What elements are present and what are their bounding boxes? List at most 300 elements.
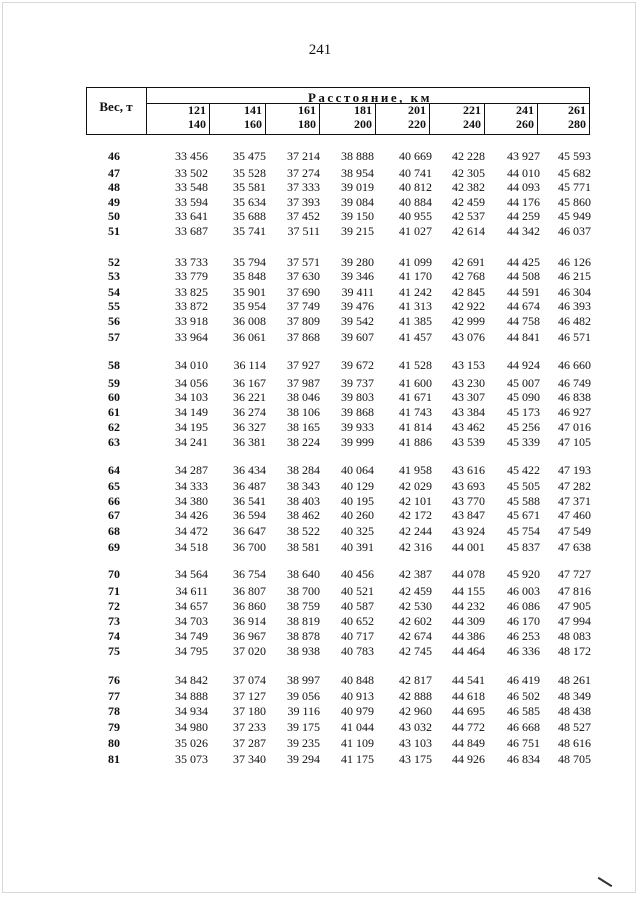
value-cell: 37 452 (287, 209, 320, 224)
weight-cell: 56 (108, 314, 120, 328)
value-cell: 40 669 (399, 149, 432, 164)
table-row (0, 720, 640, 734)
value-cell: 47 282 (558, 479, 591, 494)
value-cell: 37 074 (233, 673, 266, 688)
value-cell: 43 693 (452, 479, 485, 494)
value-cell: 41 958 (399, 463, 432, 478)
table-row (0, 704, 640, 718)
table-row (0, 376, 640, 390)
value-cell: 41 814 (399, 420, 432, 435)
value-cell: 41 457 (399, 330, 432, 345)
value-cell: 38 046 (287, 390, 320, 405)
weight-cell: 73 (108, 614, 120, 628)
table-row (0, 285, 640, 299)
range-to: 180 (298, 117, 316, 131)
value-cell: 46 668 (507, 720, 540, 735)
value-cell: 48 172 (558, 644, 591, 659)
table-row (0, 255, 640, 269)
value-cell: 48 349 (558, 689, 591, 704)
value-cell: 39 215 (341, 224, 374, 239)
value-cell: 46 393 (558, 299, 591, 314)
value-cell: 38 954 (341, 166, 374, 181)
value-cell: 36 381 (233, 435, 266, 450)
value-cell: 45 837 (507, 540, 540, 555)
value-cell: 46 253 (507, 629, 540, 644)
value-cell: 34 287 (175, 463, 208, 477)
value-cell: 46 086 (507, 599, 540, 614)
value-cell: 38 888 (341, 149, 374, 164)
value-cell: 43 032 (399, 720, 432, 735)
value-cell: 45 339 (507, 435, 540, 450)
value-cell: 47 460 (558, 508, 591, 523)
weight-column-header: Вес, т (99, 99, 133, 114)
value-cell: 46 838 (558, 390, 591, 405)
value-cell: 40 521 (341, 584, 374, 599)
value-cell: 42 888 (399, 689, 432, 704)
table-row (0, 405, 640, 419)
value-cell: 41 170 (399, 269, 432, 284)
table-row (0, 673, 640, 687)
table-row (0, 299, 640, 313)
value-cell: 39 607 (341, 330, 374, 345)
value-cell: 37 868 (287, 330, 320, 345)
value-cell: 46 571 (558, 330, 591, 345)
value-cell: 34 795 (175, 644, 208, 658)
table-row (0, 689, 640, 703)
value-cell: 48 438 (558, 704, 591, 719)
value-cell: 36 860 (233, 599, 266, 614)
range-to: 140 (188, 117, 206, 131)
weight-cell: 80 (108, 736, 120, 750)
value-cell: 42 101 (399, 494, 432, 509)
value-cell: 34 934 (175, 704, 208, 718)
value-cell: 39 150 (341, 209, 374, 224)
value-cell: 42 817 (399, 673, 432, 688)
value-cell: 34 426 (175, 508, 208, 522)
value-cell: 43 175 (399, 752, 432, 767)
value-cell: 42 172 (399, 508, 432, 523)
value-cell: 45 505 (507, 479, 540, 494)
value-cell: 45 771 (558, 180, 591, 195)
value-cell: 44 155 (452, 584, 485, 599)
range-from: 201 (408, 103, 426, 117)
weight-cell: 70 (108, 567, 120, 581)
weight-cell: 71 (108, 584, 120, 598)
table-row (0, 435, 640, 449)
value-cell: 34 472 (175, 524, 208, 538)
value-cell: 42 029 (399, 479, 432, 494)
value-cell: 40 456 (341, 567, 374, 582)
value-cell: 47 727 (558, 567, 591, 582)
value-cell: 41 242 (399, 285, 432, 300)
range-from: 261 (568, 103, 586, 117)
table-row (0, 629, 640, 643)
value-cell: 46 927 (558, 405, 591, 420)
value-cell: 37 214 (287, 149, 320, 164)
value-cell: 42 305 (452, 166, 485, 181)
value-cell: 34 241 (175, 435, 208, 449)
value-cell: 37 180 (233, 704, 266, 719)
weight-cell: 54 (108, 285, 120, 299)
value-cell: 34 657 (175, 599, 208, 613)
value-cell: 43 927 (507, 149, 540, 164)
weight-cell: 62 (108, 420, 120, 434)
range-to: 280 (568, 117, 586, 131)
value-cell: 40 587 (341, 599, 374, 614)
value-cell: 34 518 (175, 540, 208, 554)
table-row (0, 224, 640, 238)
value-cell: 33 733 (175, 255, 208, 269)
weight-cell: 66 (108, 494, 120, 508)
value-cell: 34 195 (175, 420, 208, 434)
range-to: 160 (244, 117, 262, 131)
value-cell: 47 905 (558, 599, 591, 614)
value-cell: 37 020 (233, 644, 266, 659)
table-row (0, 166, 640, 180)
distance-header: Расстояние, км (307, 90, 433, 105)
value-cell: 45 671 (507, 508, 540, 523)
value-cell: 44 464 (452, 644, 485, 659)
value-cell: 38 759 (287, 599, 320, 614)
value-cell: 42 960 (399, 704, 432, 719)
table-row (0, 508, 640, 522)
value-cell: 46 215 (558, 269, 591, 284)
value-cell: 44 618 (452, 689, 485, 704)
value-cell: 43 103 (399, 736, 432, 751)
value-cell: 44 695 (452, 704, 485, 719)
value-cell: 37 690 (287, 285, 320, 300)
value-cell: 42 768 (452, 269, 485, 284)
value-cell: 41 743 (399, 405, 432, 420)
value-cell: 33 872 (175, 299, 208, 313)
table-row (0, 752, 640, 766)
value-cell: 40 913 (341, 689, 374, 704)
value-cell: 37 233 (233, 720, 266, 735)
value-cell: 35 026 (175, 736, 208, 750)
table-row (0, 463, 640, 477)
weight-cell: 69 (108, 540, 120, 554)
value-cell: 42 999 (452, 314, 485, 329)
value-cell: 34 564 (175, 567, 208, 581)
value-cell: 38 938 (287, 644, 320, 659)
value-cell: 43 924 (452, 524, 485, 539)
value-cell: 42 387 (399, 567, 432, 582)
weight-cell: 57 (108, 330, 120, 344)
value-cell: 37 127 (233, 689, 266, 704)
value-cell: 38 403 (287, 494, 320, 509)
weight-cell: 59 (108, 376, 120, 390)
value-cell: 46 126 (558, 255, 591, 270)
value-cell: 36 967 (233, 629, 266, 644)
value-cell: 42 602 (399, 614, 432, 629)
value-cell: 33 779 (175, 269, 208, 283)
value-cell: 34 611 (175, 584, 208, 598)
value-cell: 40 741 (399, 166, 432, 181)
value-cell: 48 705 (558, 752, 591, 767)
value-cell: 47 816 (558, 584, 591, 599)
value-cell: 33 687 (175, 224, 208, 238)
value-cell: 46 660 (558, 358, 591, 373)
value-cell: 44 508 (507, 269, 540, 284)
value-cell: 36 594 (233, 508, 266, 523)
value-cell: 38 224 (287, 435, 320, 450)
value-cell: 48 261 (558, 673, 591, 688)
value-cell: 39 933 (341, 420, 374, 435)
weight-cell: 75 (108, 644, 120, 658)
value-cell: 33 548 (175, 180, 208, 194)
range-from: 221 (463, 103, 481, 117)
value-cell: 44 259 (507, 209, 540, 224)
value-cell: 48 616 (558, 736, 591, 751)
value-cell: 36 647 (233, 524, 266, 539)
value-cell: 35 528 (233, 166, 266, 181)
table-row (0, 567, 640, 581)
table-row (0, 180, 640, 194)
value-cell: 36 807 (233, 584, 266, 599)
value-cell: 44 772 (452, 720, 485, 735)
value-cell: 37 927 (287, 358, 320, 373)
table-row (0, 644, 640, 658)
value-cell: 44 674 (507, 299, 540, 314)
range-from: 121 (188, 103, 206, 117)
value-cell: 44 425 (507, 255, 540, 270)
table-row (0, 330, 640, 344)
value-cell: 39 280 (341, 255, 374, 270)
value-cell: 39 542 (341, 314, 374, 329)
table-row (0, 269, 640, 283)
value-cell: 46 419 (507, 673, 540, 688)
value-cell: 34 103 (175, 390, 208, 404)
value-cell: 39 476 (341, 299, 374, 314)
value-cell: 35 741 (233, 224, 266, 239)
value-cell: 44 078 (452, 567, 485, 582)
weight-cell: 68 (108, 524, 120, 538)
value-cell: 39 084 (341, 195, 374, 210)
value-cell: 41 027 (399, 224, 432, 239)
value-cell: 45 173 (507, 405, 540, 420)
value-cell: 44 309 (452, 614, 485, 629)
value-cell: 37 393 (287, 195, 320, 210)
table-row (0, 584, 640, 598)
value-cell: 41 313 (399, 299, 432, 314)
value-cell: 38 581 (287, 540, 320, 555)
value-cell: 44 541 (452, 673, 485, 688)
value-cell: 41 385 (399, 314, 432, 329)
value-cell: 43 462 (452, 420, 485, 435)
weight-cell: 63 (108, 435, 120, 449)
value-cell: 35 794 (233, 255, 266, 270)
table-row (0, 494, 640, 508)
value-cell: 45 256 (507, 420, 540, 435)
value-cell: 43 076 (452, 330, 485, 345)
value-cell: 36 541 (233, 494, 266, 509)
value-cell: 44 758 (507, 314, 540, 329)
value-cell: 41 671 (399, 390, 432, 405)
value-cell: 36 754 (233, 567, 266, 582)
value-cell: 46 170 (507, 614, 540, 629)
value-cell: 42 674 (399, 629, 432, 644)
value-cell: 38 522 (287, 524, 320, 539)
value-cell: 38 997 (287, 673, 320, 688)
value-cell: 37 571 (287, 255, 320, 270)
range-from: 161 (298, 103, 316, 117)
value-cell: 37 630 (287, 269, 320, 284)
value-cell: 46 003 (507, 584, 540, 599)
value-cell: 39 235 (287, 736, 320, 751)
value-cell: 41 044 (341, 720, 374, 735)
value-cell: 39 999 (341, 435, 374, 450)
value-cell: 39 411 (341, 285, 374, 300)
value-cell: 46 751 (507, 736, 540, 751)
value-cell: 45 090 (507, 390, 540, 405)
value-cell: 35 073 (175, 752, 208, 766)
value-cell: 36 167 (233, 376, 266, 391)
value-cell: 33 918 (175, 314, 208, 328)
value-cell: 34 010 (175, 358, 208, 372)
value-cell: 43 230 (452, 376, 485, 391)
value-cell: 39 056 (287, 689, 320, 704)
value-cell: 42 530 (399, 599, 432, 614)
value-cell: 45 007 (507, 376, 540, 391)
value-cell: 35 634 (233, 195, 266, 210)
weight-cell: 49 (108, 195, 120, 209)
value-cell: 35 581 (233, 180, 266, 195)
value-cell: 34 980 (175, 720, 208, 734)
value-cell: 38 343 (287, 479, 320, 494)
value-cell: 37 274 (287, 166, 320, 181)
value-cell: 42 845 (452, 285, 485, 300)
value-cell: 37 340 (233, 752, 266, 767)
range-from: 181 (354, 103, 372, 117)
value-cell: 44 010 (507, 166, 540, 181)
value-cell: 42 228 (452, 149, 485, 164)
value-cell: 42 244 (399, 524, 432, 539)
value-cell: 34 842 (175, 673, 208, 687)
value-cell: 44 926 (452, 752, 485, 767)
weight-cell: 77 (108, 689, 120, 703)
value-cell: 33 825 (175, 285, 208, 299)
table-row (0, 599, 640, 613)
value-cell: 41 175 (341, 752, 374, 767)
value-cell: 40 325 (341, 524, 374, 539)
weight-cell: 55 (108, 299, 120, 313)
value-cell: 36 274 (233, 405, 266, 420)
value-cell: 44 924 (507, 358, 540, 373)
range-to: 260 (516, 117, 534, 131)
value-cell: 40 955 (399, 209, 432, 224)
value-cell: 47 105 (558, 435, 591, 450)
value-cell: 45 920 (507, 567, 540, 582)
value-cell: 43 153 (452, 358, 485, 373)
weight-cell: 52 (108, 255, 120, 269)
value-cell: 42 316 (399, 540, 432, 555)
value-cell: 45 588 (507, 494, 540, 509)
value-cell: 47 016 (558, 420, 591, 435)
value-cell: 48 083 (558, 629, 591, 644)
range-to: 200 (354, 117, 372, 131)
value-cell: 42 922 (452, 299, 485, 314)
weight-cell: 58 (108, 358, 120, 372)
value-cell: 33 594 (175, 195, 208, 209)
table-row (0, 736, 640, 750)
value-cell: 42 691 (452, 255, 485, 270)
value-cell: 38 165 (287, 420, 320, 435)
value-cell: 36 487 (233, 479, 266, 494)
value-cell: 46 304 (558, 285, 591, 300)
value-cell: 44 386 (452, 629, 485, 644)
value-cell: 46 502 (507, 689, 540, 704)
value-cell: 45 593 (558, 149, 591, 164)
value-cell: 34 380 (175, 494, 208, 508)
weight-cell: 72 (108, 599, 120, 613)
value-cell: 38 878 (287, 629, 320, 644)
value-cell: 44 176 (507, 195, 540, 210)
value-cell: 39 294 (287, 752, 320, 767)
value-cell: 43 539 (452, 435, 485, 450)
value-cell: 41 600 (399, 376, 432, 391)
value-cell: 34 149 (175, 405, 208, 419)
weight-cell: 60 (108, 390, 120, 404)
value-cell: 37 287 (233, 736, 266, 751)
value-cell: 37 809 (287, 314, 320, 329)
value-cell: 34 333 (175, 479, 208, 493)
table-row (0, 314, 640, 328)
weight-cell: 67 (108, 508, 120, 522)
value-cell: 40 717 (341, 629, 374, 644)
value-cell: 35 475 (233, 149, 266, 164)
value-cell: 40 848 (341, 673, 374, 688)
value-cell: 48 527 (558, 720, 591, 735)
value-cell: 44 001 (452, 540, 485, 555)
weight-cell: 78 (108, 704, 120, 718)
value-cell: 46 585 (507, 704, 540, 719)
table-row (0, 524, 640, 538)
weight-cell: 53 (108, 269, 120, 283)
value-cell: 36 327 (233, 420, 266, 435)
value-cell: 36 061 (233, 330, 266, 345)
weight-cell: 48 (108, 180, 120, 194)
value-cell: 46 336 (507, 644, 540, 659)
value-cell: 36 700 (233, 540, 266, 555)
value-cell: 39 175 (287, 720, 320, 735)
weight-cell: 74 (108, 629, 120, 643)
value-cell: 35 954 (233, 299, 266, 314)
value-cell: 41 886 (399, 435, 432, 450)
value-cell: 34 056 (175, 376, 208, 390)
value-cell: 42 382 (452, 180, 485, 195)
value-cell: 39 672 (341, 358, 374, 373)
table-row (0, 358, 640, 372)
value-cell: 47 371 (558, 494, 591, 509)
value-cell: 36 434 (233, 463, 266, 478)
value-cell: 38 462 (287, 508, 320, 523)
value-cell: 47 549 (558, 524, 591, 539)
value-cell: 47 994 (558, 614, 591, 629)
value-cell: 46 482 (558, 314, 591, 329)
table-row (0, 209, 640, 223)
weight-cell: 81 (108, 752, 120, 766)
value-cell: 44 841 (507, 330, 540, 345)
weight-cell: 46 (108, 149, 120, 163)
value-cell: 43 616 (452, 463, 485, 478)
value-cell: 39 346 (341, 269, 374, 284)
value-cell: 39 737 (341, 376, 374, 391)
value-cell: 44 232 (452, 599, 485, 614)
value-cell: 37 987 (287, 376, 320, 391)
table-row (0, 390, 640, 404)
table-row (0, 149, 640, 163)
value-cell: 42 745 (399, 644, 432, 659)
